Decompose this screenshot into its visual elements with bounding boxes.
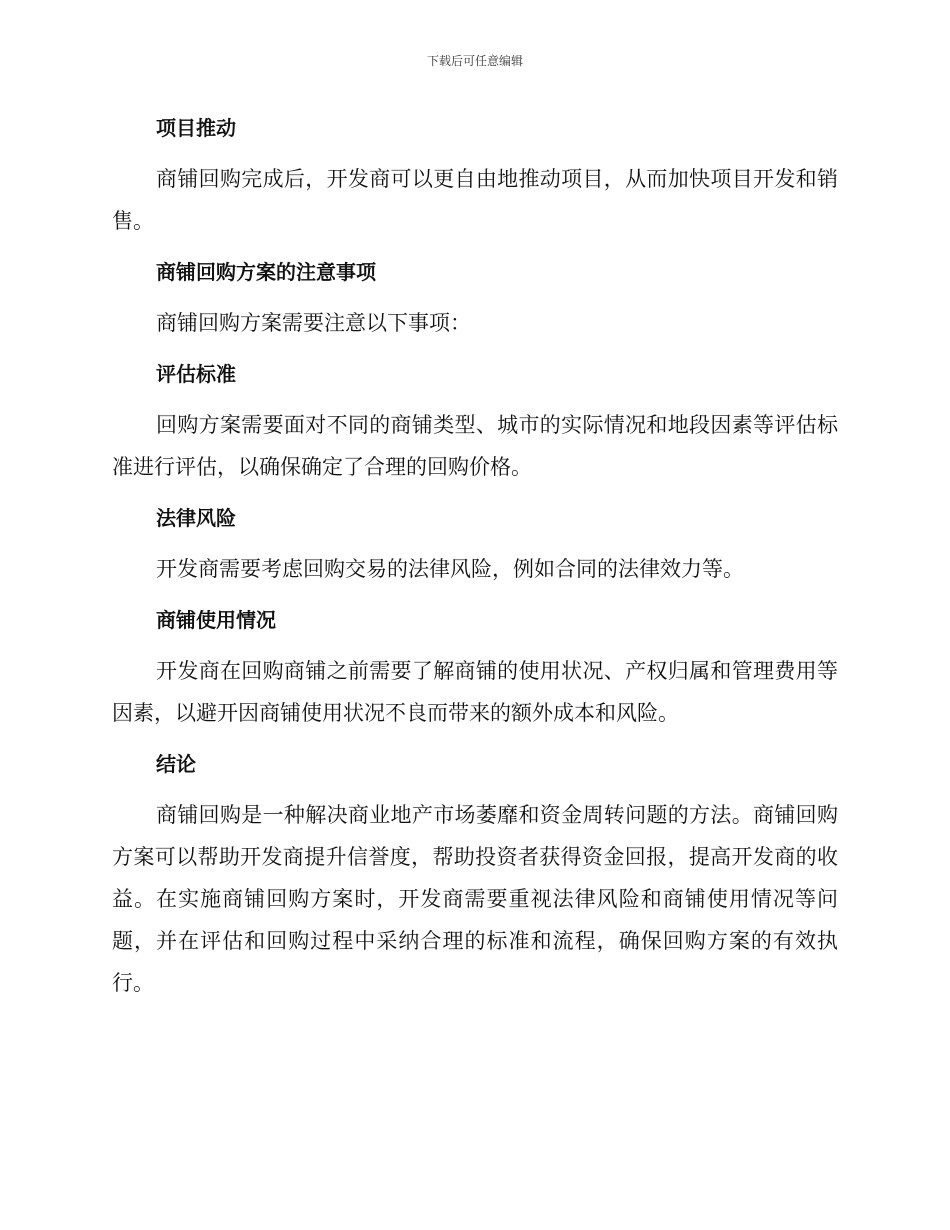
document-body [112,108,838,1014]
section-paragraph-shop-usage: 开发商在回购商铺之前需要了解商铺的使用状况、产权归属和管理费用等因素，以避开因商铺使用状况不良而带来的额外成本和风险。 [112,659,838,725]
section-heading-shop-usage: 商铺使用情况 [156,608,276,632]
section-heading-legal-risk: 法律风险 [156,506,236,530]
section-paragraph-conclusion: 商铺回购是一种解决商业地产市场萎靡和资金周转问题的方法。商铺回购方案可以帮助开发商提升信誉度，帮助投资者获得资金回报，提高开发商的收益。在实施商铺回购方案时，开发商需要重视法律风险和商铺使用情况等问题，并在评估和回购过程中采纳合理的标准和流程，确保回购方案的有效执行。 [112,803,838,995]
section-paragraph-legal-risk: 开发商需要考虑回购交易的法律风险，例如合同的法律效力等。 [156,557,744,581]
section-heading-conclusion: 结论 [156,752,196,776]
section-paragraph-evaluation-standard: 回购方案需要面对不同的商铺类型、城市的实际情况和地段因素等评估标准进行评估，以确保确定了合理的回购价格。 [112,413,838,479]
section-heading-project-promotion: 项目推动 [156,116,236,140]
section-paragraph-project-promotion: 商铺回购完成后，开发商可以更自由地推动项目，从而加快项目开发和销售。 [112,167,838,233]
section-paragraph-precautions: 商铺回购方案需要注意以下事项： [156,311,471,335]
section-heading-evaluation-standard: 评估标准 [156,362,236,386]
section-heading-precautions: 商铺回购方案的注意事项 [156,260,376,284]
header-note: 下载后可任意编辑 [426,54,523,68]
